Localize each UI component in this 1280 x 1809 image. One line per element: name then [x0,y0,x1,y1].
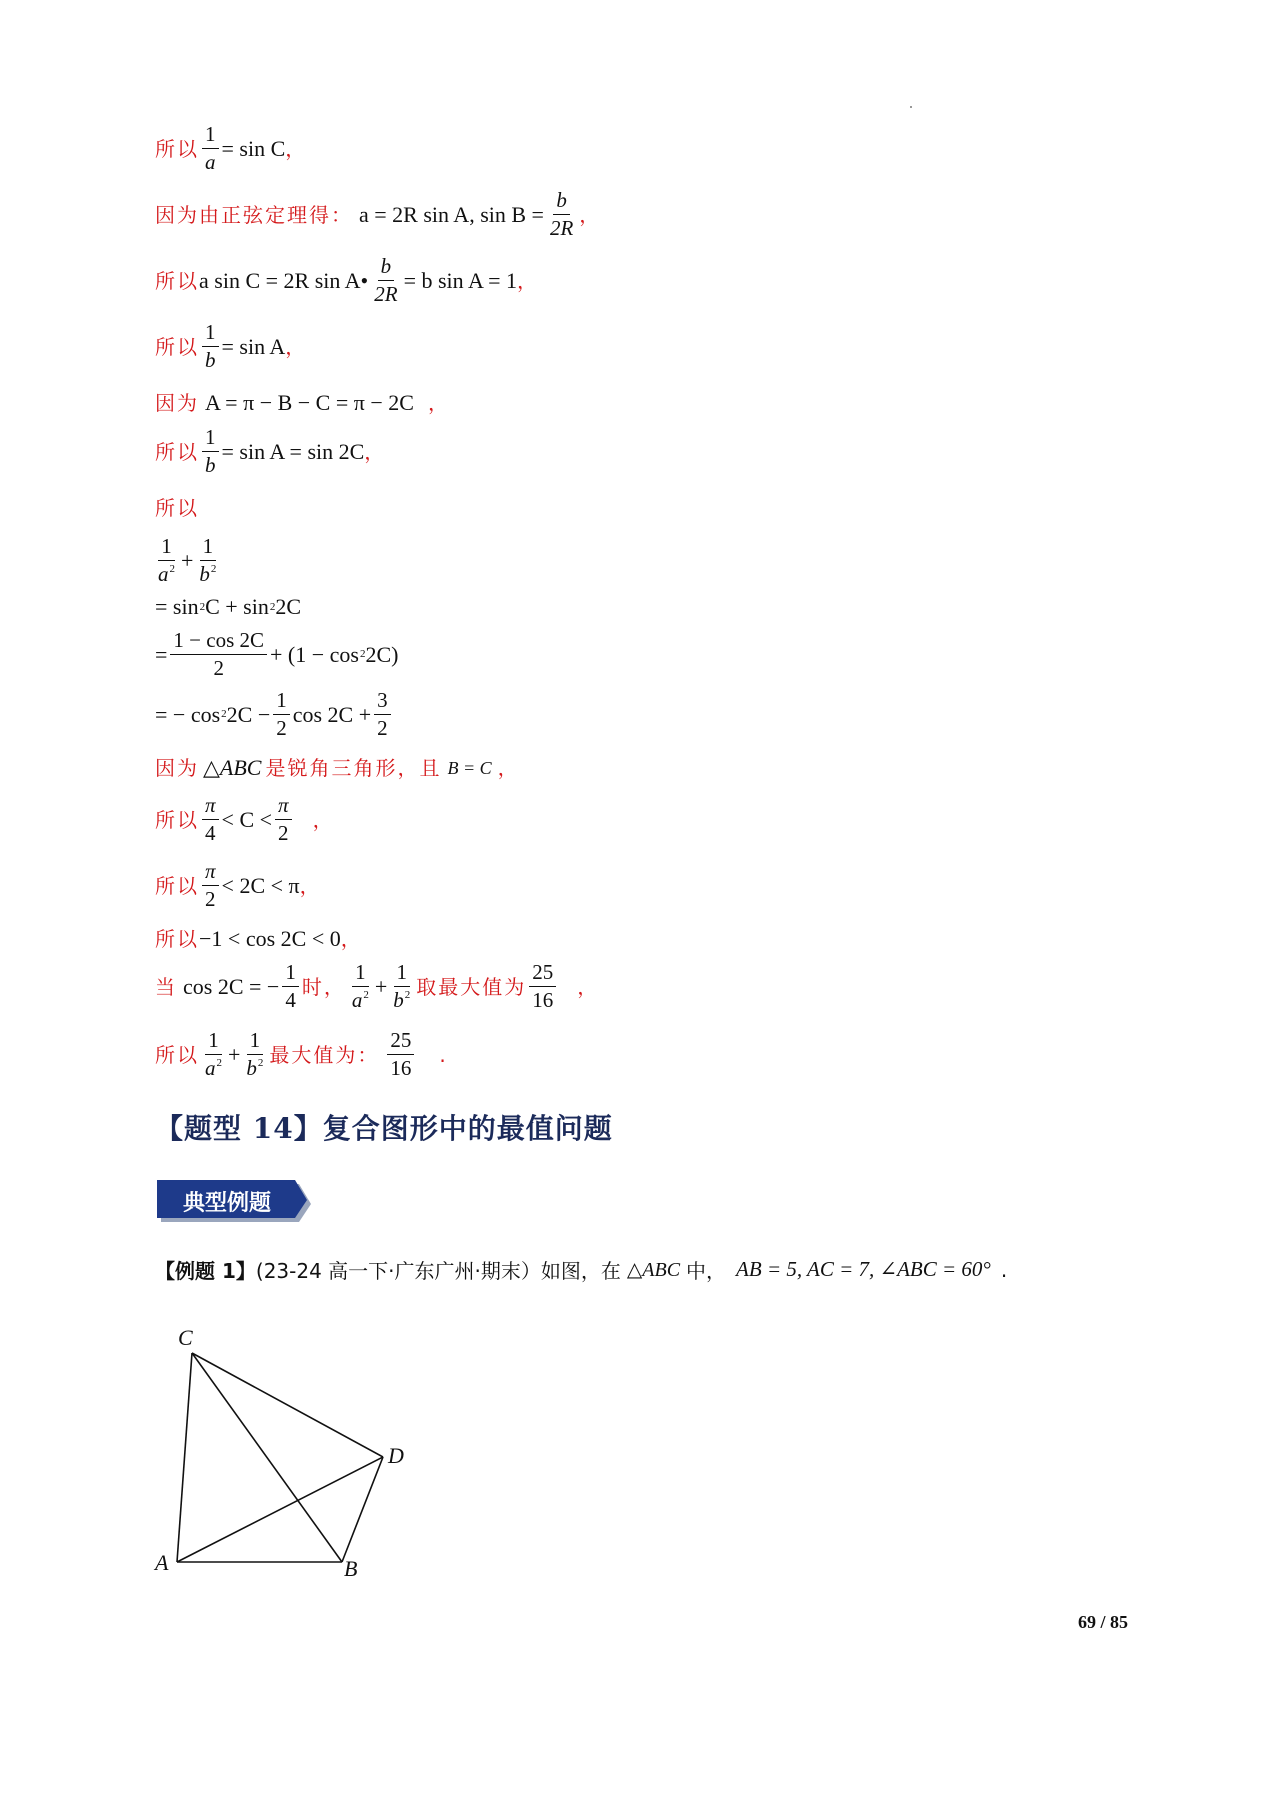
punct: ， [285,334,308,359]
punct: ， [517,268,540,293]
math: = sin C [221,135,286,161]
math: cos 2C = − [183,973,280,999]
math: 2C − [226,701,271,727]
text: 是锐角三角形，且 [265,756,442,780]
example-label: 【例题 1】 [155,1259,256,1283]
punct: ， [579,202,602,227]
exponent: 2 [359,648,366,660]
text: 所以 [155,136,199,161]
math: △ABC [203,755,262,780]
text: 当 [155,974,177,999]
label-B: B [344,1556,358,1580]
segment-CA [177,1353,192,1562]
solution-line-3 [155,256,539,305]
math: 2C [275,594,302,619]
solution-line-9 [155,596,301,618]
text: 取最大值为 [416,974,527,999]
solution-line-15 [155,928,363,950]
text: 最大值为： [269,1042,380,1067]
math: + [181,547,194,573]
fraction: $\frac{1}{2}$ [273,690,290,739]
solution-line-17 [155,1030,448,1079]
fraction: $\frac{1}{b^2}$ [199,534,217,586]
fraction: $\frac{\pi}{4}$ [202,795,219,844]
text: 因为由正弦定理得： [155,202,353,227]
punct: . [1000,1257,1008,1282]
solution-line-2 [155,190,601,239]
fraction: $\frac{1}{b}$ [202,427,219,476]
fraction: $\frac{3}{2}$ [374,690,391,739]
text: 所以 [155,873,199,898]
math: + (1 − cos [270,641,359,667]
quadrilateral-figure [150,1320,420,1580]
math: = [155,641,168,667]
example-source: (23-24 高一下·广东广州·期末）如图，在 [255,1259,621,1283]
math: = sin [155,594,199,619]
solution-line-11 [155,690,394,739]
math: < 2C < π [221,872,300,898]
fraction: $\frac{25}{16}$ [529,962,556,1011]
segment-DB [342,1457,383,1562]
solution-line-10 [155,630,398,679]
math: C + sin [205,594,269,619]
exponent: 2 [269,600,276,613]
example-badge [157,1180,315,1224]
label-C: C [178,1325,193,1350]
math: = sin A [221,333,286,359]
math: △ABC [626,1259,681,1281]
solution-line-16 [155,962,599,1011]
math: a sin C = 2R sin A• [199,267,369,293]
exponent: 2 [221,708,227,720]
math: cos 2C + [292,701,372,727]
text: 所以 [155,1042,199,1067]
punct: ， [299,873,322,898]
text: 所以 [155,807,199,832]
text: 所以 [155,439,199,464]
solution-line-7 [155,498,199,518]
math: = sin A = sin 2C [221,438,365,464]
punct: ， [285,136,308,161]
math: B = C [447,758,492,778]
solution-line-4 [155,322,307,371]
punct: . [439,1042,448,1067]
fraction: $\frac{1}{b}$ [202,322,219,371]
solution-line-14 [155,861,322,910]
text: 因为 [155,756,199,780]
section-heading: 【题型 14】复合图形中的最值问题 [155,1112,613,1145]
fraction: $\frac{\pi}{2}$ [275,795,292,844]
segment-CD [192,1353,383,1457]
math: + [374,973,388,999]
text: 所以 [155,927,199,951]
fraction: $\frac{1}{b^2}$ [393,960,411,1012]
text: 所以 [155,496,199,520]
text: 所以 [155,268,199,293]
math: + [228,1041,241,1067]
fraction: $\frac{1}{a^2}$ [205,1028,222,1080]
text: 中， [686,1259,727,1283]
fraction: $\frac{1}{a^2}$ [158,534,175,586]
punct: ， [364,439,387,464]
solution-line-13 [155,795,335,844]
math: 2C) [365,641,399,667]
example-statement [155,1255,1007,1284]
fraction: $\frac{b}{2R}$ [374,254,398,306]
text: 时， [301,974,346,999]
fraction: $\frac{1}{a}$ [202,124,219,173]
text: 所以 [155,334,199,359]
math: = − cos [155,701,221,727]
fraction: $\frac{1 - \cos 2C}{2}$ [170,630,267,679]
fraction: $\frac{1}{b^2}$ [246,1028,264,1080]
punct: ， [427,391,450,415]
solution-line-5 [155,392,450,414]
segment-AD [177,1457,383,1562]
fraction: $\frac{b}{2R}$ [549,188,574,240]
text: 因为 [155,391,199,415]
math: A = π − B − C = π − 2C [205,390,414,415]
fraction: $\frac{1}{4}$ [282,962,299,1011]
math: < C < [221,806,273,832]
solution-line-12 [155,757,520,779]
label-A: A [155,1550,169,1575]
segment-CB [192,1353,342,1562]
punct: ， [312,807,335,832]
fraction: $\frac{1}{a^2}$ [351,960,369,1012]
fraction: $\frac{\pi}{2}$ [202,861,219,910]
math: −1 < cos 2C < 0 [199,926,341,951]
label-D: D [388,1443,404,1468]
math: = b sin A = 1 [403,267,518,293]
page-number: 69 / 85 [1078,1612,1129,1632]
solution-line-6 [155,427,386,476]
speck [910,106,912,108]
punct: ， [497,756,520,780]
math: a = 2R sin A, sin B = [359,201,544,227]
punct: ， [577,974,600,999]
fraction: $\frac{25}{16}$ [387,1030,414,1079]
solution-line-8 [155,536,222,585]
exponent: 2 [199,600,206,613]
math: AB = 5, AC = 7, ∠ABC = 60° [736,1257,991,1281]
punct: ， [340,927,363,951]
solution-line-1 [155,124,307,173]
badge-label: 典型例题 [183,1191,272,1216]
